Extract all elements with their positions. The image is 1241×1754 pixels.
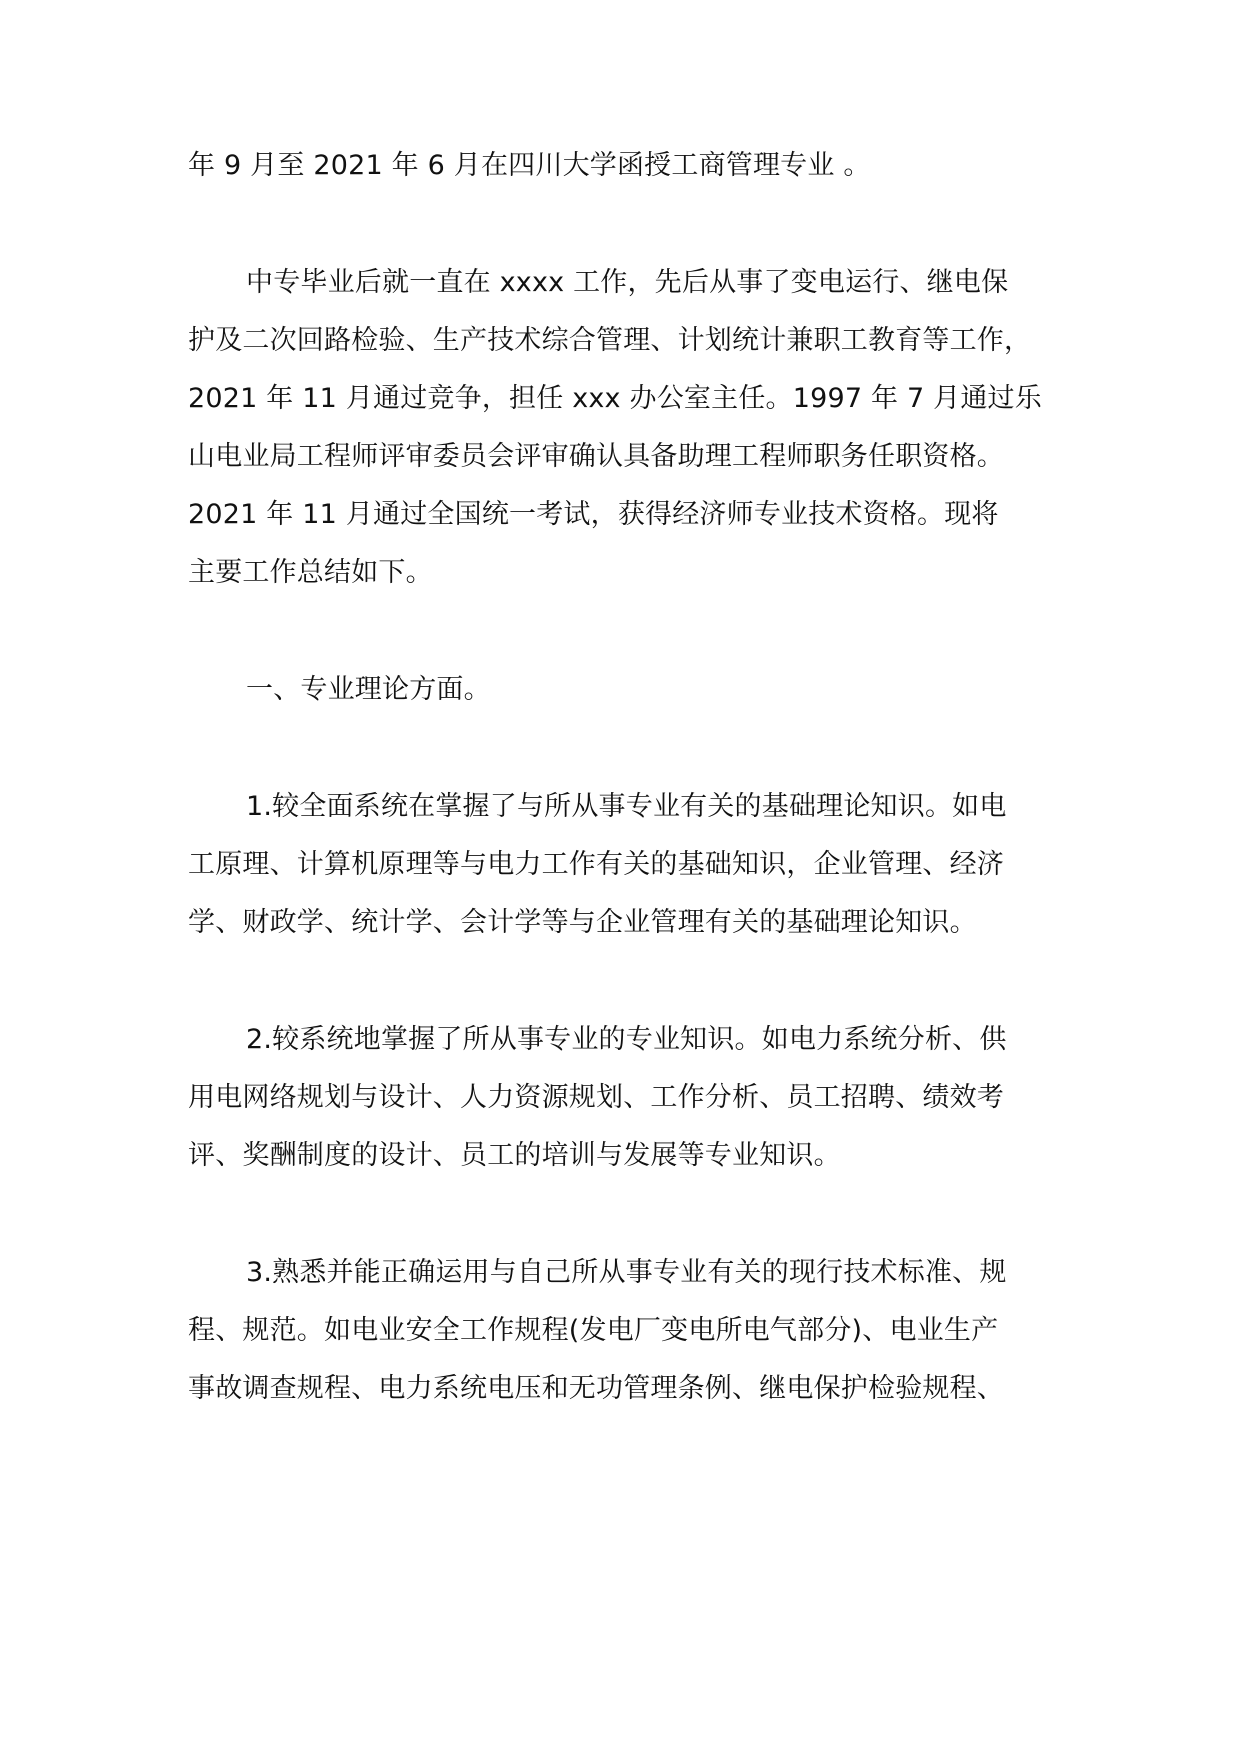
text-line: 工原理、计算机原理等与电力工作有关的基础知识，企业管理、经济 [188, 849, 1004, 880]
text-line: 事故调查规程、电力系统电压和无功管理条例、继电保护检验规程、 [188, 1373, 1004, 1404]
text-line: 2021 年 11 月通过全国统一考试，获得经济师专业技术资格。现将 [188, 499, 999, 530]
text-line: 用电网络规划与设计、人力资源规划、工作分析、员工招聘、绩效考 [188, 1082, 1004, 1113]
text-line: 评、奖酬制度的设计、员工的培训与发展等专业知识。 [188, 1140, 841, 1171]
text-line: 2021 年 11 月通过竞争，担任 xxx 办公室主任。1997 年 7 月通过乐 [188, 383, 1042, 414]
text-line: 2.较系统地掌握了所从事专业的专业知识。如电力系统分析、供 [246, 1024, 1007, 1055]
text-line: 程、规范。如电业安全工作规程(发电厂变电所电气部分)、电业生产 [188, 1315, 999, 1346]
text-line: 学、财政学、统计学、会计学等与企业管理有关的基础理论知识。 [188, 907, 977, 938]
text-line: 护及二次回路检验、生产技术综合管理、计划统计兼职工教育等工作， [188, 325, 1032, 356]
text-line: 中专毕业后就一直在 xxxx 工作，先后从事了变电运行、继电保 [246, 267, 1009, 298]
text-line: 山电业局工程师评审委员会评审确认具备助理工程师职务任职资格。 [188, 441, 1004, 472]
text-line: 主要工作总结如下。 [188, 557, 433, 588]
text-line: 1.较全面系统在掌握了与所从事专业有关的基础理论知识。如电 [246, 791, 1007, 822]
text-line: 年 9 月至 2021 年 6 月在四川大学函授工商管理专业 。 [188, 150, 871, 181]
text-line: 3.熟悉并能正确运用与自己所从事专业有关的现行技术标准、规 [246, 1257, 1007, 1288]
section-heading: 一、专业理论方面。 [246, 674, 491, 705]
